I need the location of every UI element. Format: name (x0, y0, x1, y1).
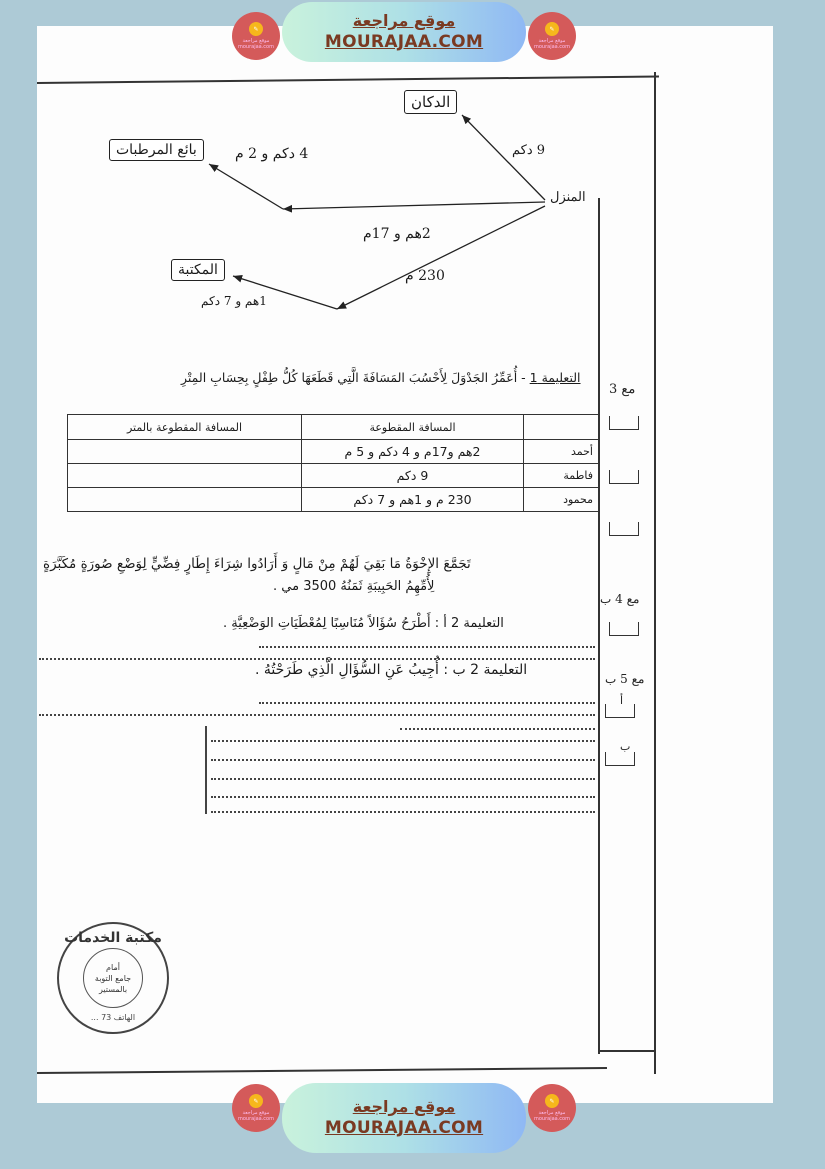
brand-banner-top[interactable] (282, 2, 526, 62)
situation-line-2: لِأُمِّهِمُ الحَبِيبَةِ ثَمَنُهُ 3500 مي . (273, 579, 435, 594)
scanned-exam-page (37, 26, 773, 1103)
stamp-line: بالمستير (98, 984, 128, 994)
frame-bottom-line (37, 1067, 607, 1073)
brand-badge-left (232, 1084, 280, 1132)
situation-line-1: تَجَمَّعَ الإِخْوَةُ مَا بَقِيَ لَهُمْ مِنْ مَالٍ وَ أَرَادُوا شِرَاءَ إِطَارٍ فِضِّيٍّ لِوَضْعِ صُورَةٍ مُكَبَّرَةٍ (43, 556, 471, 572)
row-meters-input[interactable] (68, 440, 302, 464)
distance-table (67, 414, 600, 512)
book-icon: ✎ (545, 22, 559, 36)
score-box[interactable] (609, 470, 639, 484)
badge-text: موقع مراجعة mourajaa.com (237, 1110, 274, 1122)
task2a-label: التعليمة 2 أ (443, 616, 504, 631)
answer-line-2b-2[interactable] (39, 714, 595, 716)
task2a-instruction (223, 616, 504, 631)
calc-area-divider (205, 726, 207, 814)
table-header-distance: المسافة المقطوعة (302, 415, 524, 440)
edge-label-mid: 2هم و 17م (363, 226, 431, 242)
book-icon: ✎ (545, 1094, 559, 1108)
score-box[interactable] (609, 522, 639, 536)
answer-line-2b-7[interactable] (211, 796, 595, 798)
row-distance: 230 م و 1هم و 7 دكم (302, 488, 524, 512)
answer-line-2b-8[interactable] (211, 811, 595, 813)
node-shop: الدكان (404, 90, 457, 114)
row-meters-input[interactable] (68, 488, 302, 512)
book-icon: ✎ (249, 1094, 263, 1108)
stamp-ring-text: مكتبة الخدمات (64, 930, 162, 946)
row-distance: 2هم و17م و 4 دكم و 5 م (302, 440, 524, 464)
score-box[interactable] (609, 416, 639, 430)
brand-badge-right (528, 12, 576, 60)
edge-label-shop: 9 دكم (512, 143, 546, 158)
answer-line-2a-2[interactable] (39, 658, 595, 660)
answer-line-2b-3[interactable] (400, 728, 595, 730)
edge-label-library-b: 1هم و 7 دكم (201, 294, 267, 308)
score-criterion-1: مع 3 (609, 382, 636, 397)
row-name: فاطمة (524, 464, 600, 488)
book-icon: ✎ (249, 22, 263, 36)
row-name: أحمد (524, 440, 600, 464)
brand-arabic: موقع مراجعة (352, 1097, 456, 1116)
score-sub-a: أ (620, 694, 624, 707)
stamp-center (83, 948, 143, 1008)
row-meters-input[interactable] (68, 464, 302, 488)
row-name: محمود (524, 488, 600, 512)
table-row (68, 488, 600, 512)
answer-line-2b-5[interactable] (211, 759, 595, 761)
edge-label-library-a: 230 م (405, 268, 445, 284)
table-header-row (68, 415, 600, 440)
brand-arabic: موقع مراجعة (352, 11, 456, 30)
node-library: المكتبة (171, 259, 225, 281)
score-column-line (598, 198, 600, 1054)
badge-text: موقع مراجعة mourajaa.com (533, 1110, 570, 1122)
task1-instruction (181, 370, 581, 385)
answer-line-2a-1[interactable] (259, 646, 595, 648)
node-home: المنزل (550, 190, 586, 205)
node-candy-seller: بائع المرطبات (109, 139, 204, 161)
brand-badge-right (528, 1084, 576, 1132)
brand-badge-left (232, 12, 280, 60)
task2a-text: : أَطْرَحُ سُؤَالاً مُنَاسِبًا لِمُعْطَيَاتِ الوَضْعِيَّةِ . (223, 616, 440, 631)
score-sub-b: ب (620, 740, 631, 753)
stamp-line: جامع التوبة (94, 973, 132, 983)
table-row (68, 440, 600, 464)
stamp-line: أمام (106, 962, 120, 972)
task2b-text: : أُجِيبُ عَنِ السُّؤَالِ الَّذِي طَرَحْتُهُ . (255, 662, 449, 678)
task1-text: - أُعَمِّرُ الجَدْوَلَ لِأَحْسُبَ المَسَافَةَ الَّتِي قَطَعَهَا كُلُّ طِفْلٍ بِحِسَابِ المِتْرِ (181, 370, 526, 385)
edge-label-candy: 4 دكم و 2 م (235, 146, 309, 162)
table-header-name (524, 415, 600, 440)
table-row (68, 464, 600, 488)
score-box-b[interactable] (605, 752, 635, 766)
score-criterion-3: مع 5 ب (605, 672, 645, 686)
badge-text: موقع مراجعة mourajaa.com (533, 38, 570, 50)
table-header-meters: المسافة المقطوعة بالمتر (68, 415, 302, 440)
answer-line-2b-6[interactable] (211, 778, 595, 780)
brand-latin: MOURAJAA.COM (324, 1118, 484, 1138)
library-stamp (57, 922, 169, 1034)
row-distance: 9 دكم (302, 464, 524, 488)
score-column-bottom (598, 1050, 655, 1052)
task2b-label: التعليمة 2 ب (452, 662, 528, 678)
score-box[interactable] (609, 622, 639, 636)
task2b-instruction (255, 662, 527, 678)
answer-line-2b-1[interactable] (259, 702, 595, 704)
score-criterion-2: مع 4 ب (600, 592, 640, 606)
brand-latin: MOURAJAA.COM (324, 32, 484, 52)
badge-text: موقع مراجعة mourajaa.com (237, 38, 274, 50)
answer-line-2b-4[interactable] (211, 740, 595, 742)
brand-banner-bottom[interactable] (282, 1083, 526, 1153)
stamp-bottom-text: الهاتف 73 ... (90, 1013, 136, 1022)
task1-label: التعليمة 1 (529, 370, 581, 385)
